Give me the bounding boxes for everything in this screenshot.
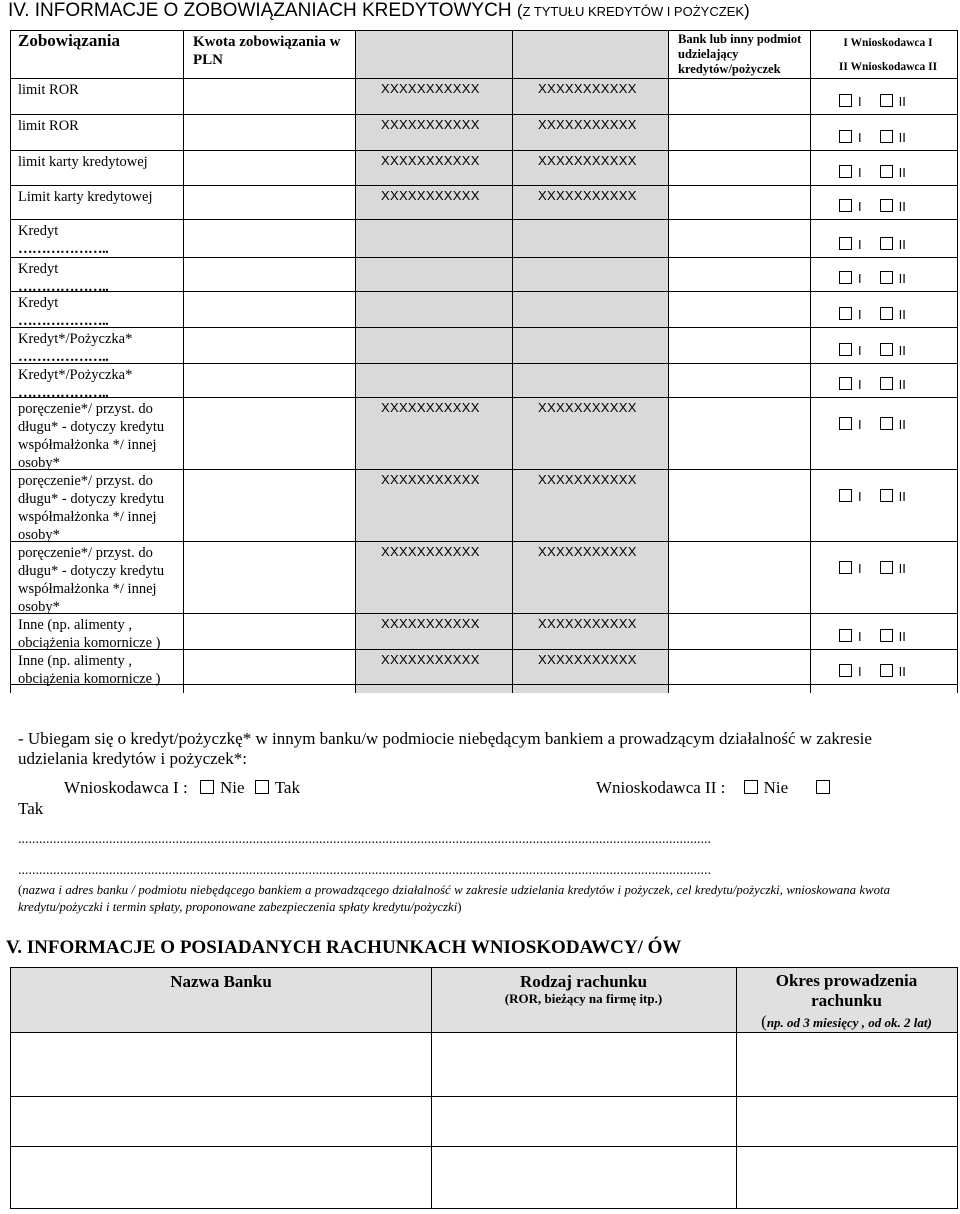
applicant-1-yes-label: Tak bbox=[274, 778, 300, 797]
remaining-placeholder: XXXXXXXXXXX bbox=[381, 81, 480, 96]
dotted-line-2[interactable]: ...................................................................................................................................................................................................... bbox=[18, 863, 711, 878]
grid-hline-row-8 bbox=[10, 397, 958, 398]
accounts-row-divider-1 bbox=[11, 1096, 957, 1097]
grid-vline-0 bbox=[10, 30, 11, 693]
grid-hline-row-6 bbox=[10, 327, 958, 328]
applicant-2-choice bbox=[596, 778, 836, 798]
obligation-label: długu* - dotyczy kredytu bbox=[18, 491, 165, 507]
installment-placeholder: XXXXXXXXXXX bbox=[538, 544, 637, 559]
remaining-placeholder: XXXXXXXXXXX bbox=[381, 652, 480, 667]
applicant-2-checkbox-label: II bbox=[898, 165, 906, 180]
dotted-line-1[interactable]: ...................................................................................................................................................................................................... bbox=[18, 832, 711, 847]
applicant-2-checkbox[interactable] bbox=[880, 664, 893, 677]
applicant-1-checkbox-label: I bbox=[858, 237, 862, 252]
applicant-2-checkbox[interactable] bbox=[880, 199, 893, 212]
applicant-checkbox-group bbox=[839, 664, 906, 679]
applicant-2-label: Wnioskodawca II : bbox=[596, 778, 726, 797]
installment-placeholder: XXXXXXXXXXX bbox=[538, 652, 637, 667]
applicant-2-checkbox[interactable] bbox=[880, 130, 893, 143]
obligation-label: Kredyt*/Pożyczka* bbox=[18, 331, 133, 347]
installment-placeholder: XXXXXXXXXXX bbox=[538, 400, 637, 415]
obligation-label: osoby* bbox=[18, 455, 60, 471]
applicant-1-checkbox-label: I bbox=[858, 629, 862, 644]
obligation-label: limit ROR bbox=[18, 118, 79, 134]
obligation-label: obciążenia komornicze ) bbox=[18, 635, 161, 651]
applicant-2-checkbox-label: II bbox=[898, 271, 906, 286]
obligation-label: współmałżonka */ innej bbox=[18, 581, 157, 597]
installment-placeholder: XXXXXXXXXXX bbox=[538, 616, 637, 631]
applicant-1-checkbox[interactable] bbox=[839, 130, 852, 143]
applicant-2-checkbox-label: II bbox=[898, 377, 906, 392]
applicant-1-checkbox-label: I bbox=[858, 377, 862, 392]
applicant-1-checkbox-label: I bbox=[858, 271, 862, 286]
accounts-header-bank: Nazwa Banku bbox=[170, 972, 272, 991]
grid-hline-header bbox=[10, 78, 958, 79]
header-applicant-2: II Wnioskodawca II bbox=[838, 61, 938, 73]
obligation-label[interactable]: ……………….. bbox=[18, 241, 109, 257]
obligation-label: obciążenia komornicze ) bbox=[18, 671, 161, 687]
applicant-1-checkbox[interactable] bbox=[839, 377, 852, 390]
accounts-header-period-note bbox=[736, 1012, 957, 1032]
grid-hline-row-1 bbox=[10, 150, 958, 151]
applicant-2-checkbox[interactable] bbox=[880, 237, 893, 250]
applicant-1-checkbox-label: I bbox=[858, 94, 862, 109]
applicant-2-no-label: Nie bbox=[763, 778, 789, 797]
apply-note bbox=[18, 882, 890, 916]
applicant-1-checkbox-label: I bbox=[858, 489, 862, 504]
applicant-2-checkbox-label: II bbox=[898, 94, 906, 109]
obligation-label: długu* - dotyczy kredytu bbox=[18, 419, 165, 435]
applicant-1-checkbox-label: I bbox=[858, 343, 862, 358]
header-applicant-1: I Wnioskodawca I bbox=[843, 37, 933, 49]
applicant-2-checkbox-label: II bbox=[898, 629, 906, 644]
obligation-label: Inne (np. alimenty , bbox=[18, 653, 132, 669]
applicant-checkbox-group bbox=[839, 417, 906, 432]
accounts-row-divider-2 bbox=[11, 1146, 957, 1147]
obligation-label: Kredyt bbox=[18, 223, 59, 239]
remaining-placeholder: XXXXXXXXXXX bbox=[381, 400, 480, 415]
obligation-label: poręczenie*/ przyst. do bbox=[18, 473, 153, 489]
grid-vline-5 bbox=[810, 30, 811, 693]
obligation-label: osoby* bbox=[18, 599, 60, 615]
applicant-1-checkbox[interactable] bbox=[839, 307, 852, 320]
applicant-2-yes-label: Tak bbox=[18, 799, 44, 818]
applicant-1-checkbox-label: I bbox=[858, 561, 862, 576]
obligation-label: osoby* bbox=[18, 527, 60, 543]
applicant-1-checkbox[interactable] bbox=[839, 343, 852, 356]
applicant-2-checkbox[interactable] bbox=[880, 629, 893, 642]
applicant-1-checkbox-label: I bbox=[858, 664, 862, 679]
applicant-1-no-label: Nie bbox=[219, 778, 245, 797]
applicant-2-checkbox[interactable] bbox=[880, 165, 893, 178]
applicant-checkbox-group bbox=[839, 561, 906, 576]
applicant-2-no-checkbox[interactable] bbox=[744, 780, 758, 794]
applicant-checkbox-group bbox=[839, 165, 906, 180]
applicant-checkbox-group bbox=[839, 130, 906, 145]
grid-vline-3 bbox=[512, 30, 513, 693]
grid-hline-row-3 bbox=[10, 219, 958, 220]
grid-hline-row-11 bbox=[10, 613, 958, 614]
remaining-placeholder: XXXXXXXXXXX bbox=[381, 153, 480, 168]
applicant-1-checkbox[interactable] bbox=[839, 237, 852, 250]
section-5-title: V. INFORMACJE O POSIADANYCH RACHUNKACH WNIOSKODAWCY/ ÓW bbox=[6, 937, 682, 958]
grid-hline-row-7 bbox=[10, 363, 958, 364]
applicant-1-checkbox[interactable] bbox=[839, 664, 852, 677]
applicant-2-checkbox-label: II bbox=[898, 343, 906, 358]
accounts-header-period: Okres prowadzenia bbox=[775, 971, 918, 990]
applicant-2-checkbox-label: II bbox=[898, 307, 906, 322]
applicant-1-checkbox-label: I bbox=[858, 199, 862, 214]
applicant-1-checkbox[interactable] bbox=[839, 94, 852, 107]
remaining-placeholder: XXXXXXXXXXX bbox=[381, 616, 480, 631]
applicant-checkbox-group bbox=[839, 199, 906, 214]
applicant-2-checkbox-label: II bbox=[898, 237, 906, 252]
obligation-label[interactable]: ……………….. bbox=[18, 349, 109, 365]
grid-hline-row-9 bbox=[10, 469, 958, 470]
applicant-2-checkbox-label: II bbox=[898, 199, 906, 214]
obligation-label: współmałżonka */ innej bbox=[18, 509, 157, 525]
obligation-label[interactable]: ……………….. bbox=[18, 313, 109, 329]
section-4-paren-close: ) bbox=[744, 1, 750, 20]
applicant-1-checkbox[interactable] bbox=[839, 489, 852, 502]
grid-hline-row-5 bbox=[10, 291, 958, 292]
applicant-1-label: Wnioskodawca I : bbox=[64, 778, 188, 797]
accounts-header-type-note: (ROR, bieżący na firmę itp.) bbox=[504, 991, 663, 1006]
obligation-label: współmałżonka */ innej bbox=[18, 437, 157, 453]
section-4-title-sub: Z TYTUŁU KREDYTÓW I POŻYCZEK bbox=[522, 4, 745, 19]
applicant-2-checkbox[interactable] bbox=[880, 489, 893, 502]
apply-question: - Ubiegam się o kredyt/pożyczkę* w innym banku/w podmiocie niebędącym bankiem a prowadzącym działalność w zakresie udzielania kredytów i pożyczek*: bbox=[18, 729, 872, 768]
applicant-1-no-checkbox[interactable] bbox=[200, 780, 214, 794]
obligation-label: Kredyt*/Pożyczka* bbox=[18, 367, 133, 383]
remaining-placeholder: XXXXXXXXXXX bbox=[381, 544, 480, 559]
note-paren-close: ) bbox=[457, 900, 462, 914]
applicant-2-checkbox-label: II bbox=[898, 417, 906, 432]
applicant-checkbox-group bbox=[839, 307, 906, 322]
applicant-checkbox-group bbox=[839, 271, 906, 286]
applicant-2-checkbox-label: II bbox=[898, 130, 906, 145]
header-amount: Kwota zobowiązania w PLN bbox=[193, 34, 341, 68]
grid-vline-4 bbox=[668, 30, 669, 693]
accounts-table bbox=[10, 967, 958, 1209]
applicant-checkbox-group bbox=[839, 343, 906, 358]
obligation-label: Inne (np. alimenty , bbox=[18, 617, 132, 633]
applicant-1-yes-checkbox[interactable] bbox=[255, 780, 269, 794]
grid-hline-row-0 bbox=[10, 114, 958, 115]
obligation-label: Kredyt bbox=[18, 295, 59, 311]
obligation-label: długu* - dotyczy kredytu bbox=[18, 563, 165, 579]
installment-placeholder: XXXXXXXXXXX bbox=[538, 472, 637, 487]
applicant-2-checkbox-label: II bbox=[898, 664, 906, 679]
applicant-2-checkbox[interactable] bbox=[880, 377, 893, 390]
obligation-label: poręczenie*/ przyst. do bbox=[18, 545, 153, 561]
applicant-checkbox-group bbox=[839, 237, 906, 252]
section-4-title-main: IV. INFORMACJE O ZOBOWIĄZANIACH KREDYTOWYCH bbox=[8, 0, 512, 21]
obligation-label: poręczenie*/ przyst. do bbox=[18, 401, 153, 417]
applicant-checkbox-group bbox=[839, 629, 906, 644]
remaining-placeholder: XXXXXXXXXXX bbox=[381, 117, 480, 132]
grid-vline-1 bbox=[183, 30, 184, 693]
remaining-placeholder: XXXXXXXXXXX bbox=[381, 472, 480, 487]
grid-hline-row-10 bbox=[10, 541, 958, 542]
applicant-1-checkbox-label: I bbox=[858, 165, 862, 180]
installment-placeholder: XXXXXXXXXXX bbox=[538, 81, 637, 96]
applicant-1-checkbox[interactable] bbox=[839, 561, 852, 574]
section-4-title bbox=[8, 0, 750, 22]
applicant-checkbox-group bbox=[839, 377, 906, 392]
obligation-label: Kredyt bbox=[18, 261, 59, 277]
applicant-2-checkbox[interactable] bbox=[880, 561, 893, 574]
obligation-label[interactable]: ……………….. bbox=[18, 279, 109, 295]
accounts-header-period-paren: ( bbox=[761, 1012, 767, 1031]
accounts-header-period-example: np. od 3 miesięcy , od ok. 2 lat) bbox=[766, 1015, 932, 1030]
accounts-header-type: Rodzaj rachunku bbox=[519, 972, 648, 991]
applicant-2-checkbox[interactable] bbox=[880, 271, 893, 284]
obligations-table bbox=[10, 30, 958, 693]
grid-vline-6 bbox=[957, 30, 958, 693]
grid-hline-row-4 bbox=[10, 257, 958, 258]
obligation-label: limit karty kredytowej bbox=[18, 154, 148, 170]
grid-hline-top bbox=[10, 30, 958, 31]
applicant-2-checkbox[interactable] bbox=[880, 417, 893, 430]
applicant-1-checkbox[interactable] bbox=[839, 165, 852, 178]
applicant-1-checkbox-label: I bbox=[858, 307, 862, 322]
header-obligations: Zobowiązania bbox=[18, 31, 121, 50]
note-text: nazwa i adres banku / podmiotu niebędącego bankiem a prowadzącego działalność w zakresie udzielania kredytów i pożyczek, cel kredytu/pożyczki, wnioskowana kwota kredytu/pożyczki i termin spłaty, proponowane zabezpieczenia spłaty kredytu/pożyczki bbox=[18, 883, 890, 914]
obligation-label[interactable]: ……………….. bbox=[18, 385, 109, 401]
installment-placeholder: XXXXXXXXXXX bbox=[538, 188, 637, 203]
installment-placeholder: XXXXXXXXXXX bbox=[538, 153, 637, 168]
grid-hline-row-2 bbox=[10, 185, 958, 186]
applicant-1-checkbox[interactable] bbox=[839, 271, 852, 284]
obligation-label: Limit karty kredytowej bbox=[18, 189, 153, 205]
applicant-checkbox-group bbox=[839, 489, 906, 504]
applicant-1-choice bbox=[64, 778, 300, 798]
applicant-2-checkbox-label: II bbox=[898, 489, 906, 504]
applicant-2-checkbox[interactable] bbox=[880, 94, 893, 107]
applicant-2-checkbox[interactable] bbox=[880, 343, 893, 356]
header-bank: Bank lub inny podmiot udzielający kredytów/pożyczek bbox=[678, 32, 802, 76]
note-paren-open: ( bbox=[18, 883, 23, 897]
applicant-2-checkbox-label: II bbox=[898, 561, 906, 576]
applicant-1-checkbox[interactable] bbox=[839, 199, 852, 212]
applicant-1-checkbox-label: I bbox=[858, 417, 862, 432]
applicant-2-checkbox[interactable] bbox=[880, 307, 893, 320]
remaining-placeholder: XXXXXXXXXXX bbox=[381, 188, 480, 203]
accounts-header-divider bbox=[11, 1032, 957, 1033]
applicant-2-yes-checkbox[interactable] bbox=[816, 780, 830, 794]
accounts-header-period-2: rachunku bbox=[811, 991, 882, 1010]
section-4-paren-open: ( bbox=[516, 1, 523, 20]
applicant-1-checkbox[interactable] bbox=[839, 629, 852, 642]
grid-vline-2 bbox=[355, 30, 356, 693]
applicant-1-checkbox[interactable] bbox=[839, 417, 852, 430]
applicant-1-checkbox-label: I bbox=[858, 130, 862, 145]
obligation-label: limit ROR bbox=[18, 82, 79, 98]
applicant-checkbox-group bbox=[839, 94, 906, 109]
installment-placeholder: XXXXXXXXXXX bbox=[538, 117, 637, 132]
